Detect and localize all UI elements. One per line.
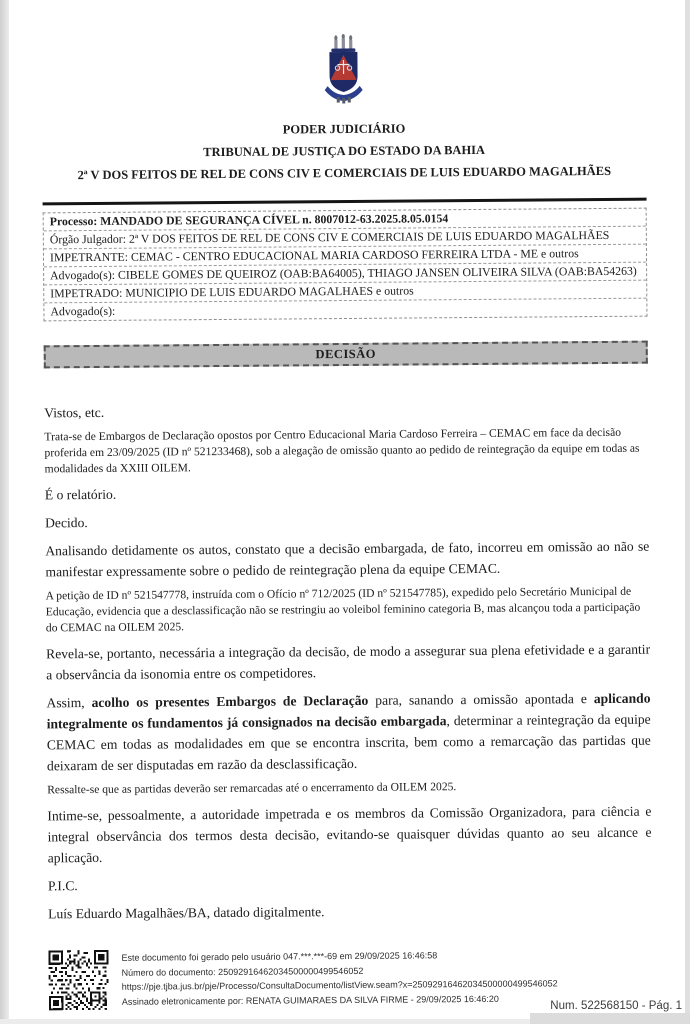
paragraph-ressalte: Ressalte-se que as partidas deverão ser remarcadas até o encerramento da OILEM 2025.	[47, 780, 457, 797]
process-row-advogados-2: Advogado(s):	[50, 303, 116, 319]
paragraph-revela: Revela-se, portanto, necessária a integração da decisão, de modo a assegurar sua plena efetividade e a garantir a observância da isonomia entre os competidores.	[46, 641, 651, 683]
document-paper	[5, 0, 689, 1027]
paragraph-pic: P.I.C.	[47, 878, 78, 894]
footer-metadata	[121, 944, 652, 1009]
assim-bold-1: acolho os presentes Embargos de Declaração	[91, 692, 369, 711]
paragraph-local-data: Luís Eduardo Magalhães/BA, datado digitalmente.	[48, 904, 325, 922]
paragraph-decido: Decido.	[45, 515, 88, 531]
decision-title-bar: DECISÃO	[44, 341, 648, 369]
paragraph-vistos: Vistos, etc.	[44, 404, 105, 421]
paragraph-trata-se: Trata-se de Embargos de Declaração opostos por Centro Educacional Maria Cardoso Ferreira – CEMAC em face da decisão proferida em 23/09/2025 (ID nº 521233468), sob a alegação de omissão quanto ao pedido de reintegração da equipe em todas as modalidades da XXIII OILEM.	[44, 425, 640, 476]
process-row-impetrado: IMPETRADO: MUNICIPIO DE LUIS EDUARDO MAGALHAES e outros	[44, 281, 646, 304]
decision-body	[44, 398, 652, 925]
header-line-tribunal: TRIBUNAL DE JUSTIÇA DO ESTADO DA BAHIA	[203, 142, 486, 160]
paragraph-intime: Intime-se, pessoalmente, a autoridade impetrada e os membros da Comissão Organizadora, para ciência e integral observância dos termos desta decisão, evitando-se quaisquer dúvidas quanto ao seu alcance e aplicação.	[47, 803, 652, 866]
footer-signed-by-line: Assinado eletronicamente por: RENATA GUIMARAES DA SILVA FIRME - 29/09/2025 16:46:20	[121, 993, 499, 1007]
paragraph-assim	[46, 688, 651, 777]
paragraph-relatorio: É o relatório.	[44, 486, 117, 503]
header-divider-rule	[43, 198, 647, 206]
qr-code-icon	[48, 950, 108, 1010]
footer-document-number-line: Número do documento: 25092916462034500000499546052	[121, 965, 364, 978]
process-row-impetrante: IMPETRANTE: CEMAC - CENTRO EDUCACIONAL MARIA CARDOSO FERREIRA LTDA - ME e outros	[44, 245, 646, 268]
paragraph-peticao: A petição de ID nº 521547778, instruída com o Ofício nº 712/2025 (ID nº 521547785), expedido pelo Secretário Municipal de Educação, evidencia que a desclassificação não se restringiu ao voleibol feminino categoria B, mas alcançou toda a participação do CEMAC na OILEM 2025.	[45, 584, 641, 635]
court-emblem-icon	[321, 34, 366, 104]
header-line-poder-judiciario: PODER JUDICIÁRIO	[282, 121, 406, 137]
page-number-label: Num. 522568150 - Pág. 1	[550, 1000, 682, 1012]
assim-text-2: para, sanando a omissão apontada e	[368, 691, 594, 708]
assim-bold-2: aplicando integralmente os fundamentos já consignados na decisão embargada	[46, 690, 651, 732]
footer-consulta-url: https://pje.tjba.jus.br/pje/Processo/ConsultaDocumento/listView.seam?x=25092916462034500000499546052	[121, 978, 558, 992]
process-row-advogados-1: Advogado(s): CIBELE GOMES DE QUEIROZ (OAB:BA64005), THIAGO JANSEN OLIVEIRA SILVA (OAB:BA54263)	[44, 263, 646, 286]
court-header	[42, 116, 646, 187]
assim-text-1: Assim,	[46, 695, 92, 711]
process-row-processo: Processo: MANDADO DE SEGURANÇA CÍVEL n. 8007012-63.2025.8.05.0154	[44, 209, 646, 232]
paragraph-analisando: Analisando detidamente os autos, constato que a decisão embargada, de fato, incorreu em omissão ao não se manifestar expressamente sobre o pedido de reintegração plena da equipe CEMAC.	[45, 538, 650, 580]
assim-text-3: , determinar a reintegração da equipe CEMAC em todas as modalidades em que se encontra inscrita, bem como a remarcação das partidas que deixaram de ser disputadas em razão da desclassificação.	[46, 711, 651, 774]
footer-generated-by-line: Este documento foi gerado pelo usuário 047.***.***-69 em 29/09/2025 16:46:58	[121, 950, 438, 963]
header-line-vara: 2ª V DOS FEITOS DE REL DE CONS CIV E COMERCIAIS DE LUIS EDUARDO MAGALHÃES	[77, 163, 612, 183]
process-row-orgao-julgador: Órgão Julgador: 2ª V DOS FEITOS DE REL DE CONS CIV E COMERCIAIS DE LUIS EDUARDO MAGALHÃES	[44, 227, 646, 250]
process-info-box	[43, 208, 648, 322]
